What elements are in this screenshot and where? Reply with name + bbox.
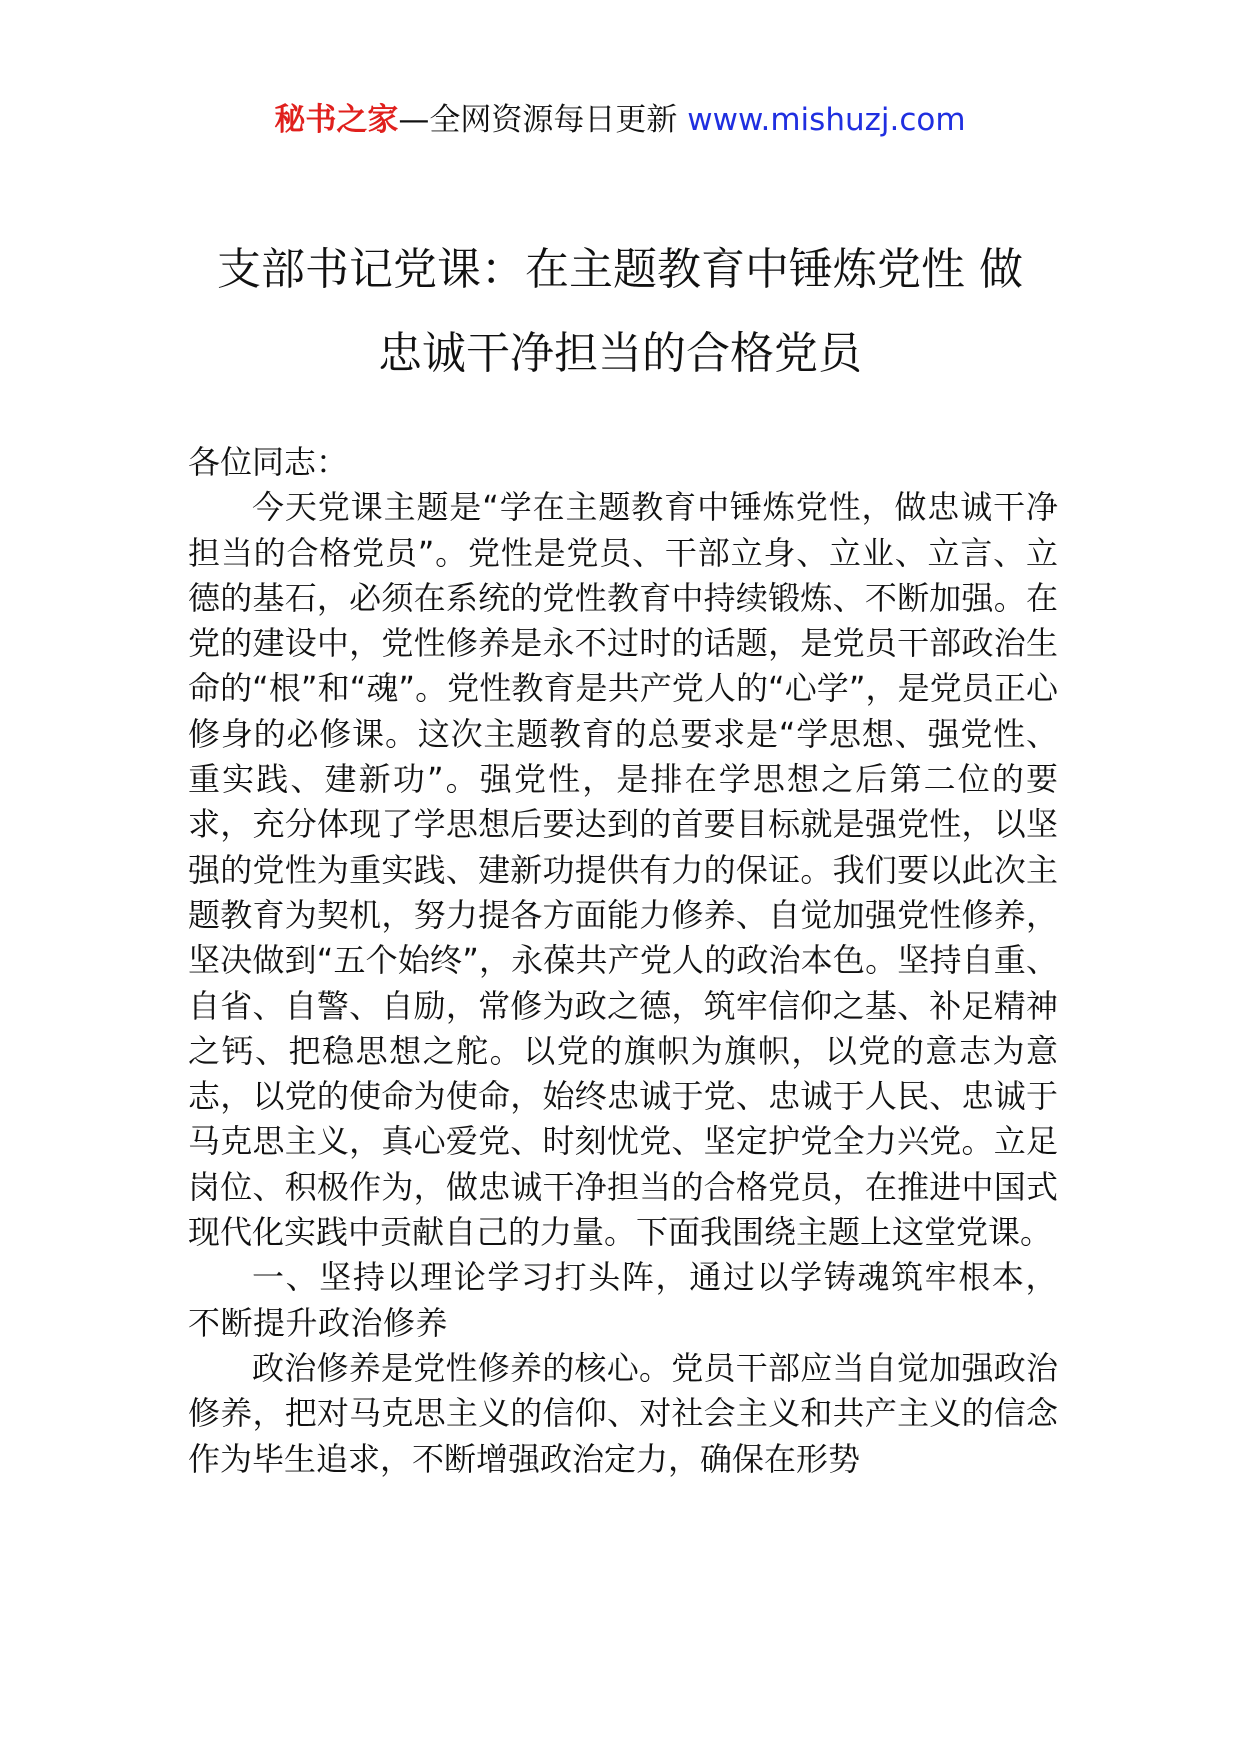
title-line-2: 忠诚干净担当的合格党员 — [378, 328, 862, 379]
site-tagline: —全网资源每日更新 — [398, 102, 678, 138]
site-brand: 秘书之家 — [274, 102, 399, 138]
document-title — [150, 228, 1090, 396]
site-header — [0, 100, 1240, 140]
salutation: 各位同志： — [188, 443, 349, 481]
site-url-link[interactable]: www.mishuzj.com — [687, 102, 966, 138]
document-body — [188, 440, 1058, 1482]
body-paragraph-2: 政治修养是党性修养的核心。党员干部应当自觉加强政治修养，把对马克思主义的信仰、对社会主义和共产主义的信念作为毕生追求，不断增强政治定力，确保在形势 — [188, 1348, 1058, 1478]
section-heading-1: 一、坚持以理论学习打头阵，通过以学铸魂筑牢根本，不断提升政治修养 — [188, 1258, 1058, 1342]
body-paragraph-1: 今天党课主题是“学在主题教育中锤炼党性，做忠诚干净担当的合格党员”。党性是党员、干部立身、立业、立言、立德的基石，必须在系统的党性教育中持续锻炼、不断加强。在党的建设中，党性修养是永不过时的话题，是党员干部政治生命的“根”和“魂”。党性教育是共产党人的“心学”，是党员正心修身的必修课。这次主题教育的总要求是“学思想、强党性、重实践、建新功”。强党性，是排在学思想之后第二位的要求，充分体现了学思想后要达到的首要目标就是强党性，以坚强的党性为重实践、建新功提供有力的保证。我们要以此次主题教育为契机，努力提各方面能力修养、自觉加强党性修养，坚决做到“五个始终”，永葆共产党人的政治本色。坚持自重、自省、自警、自励，常修为政之德，筑牢信仰之基、补足精神之钙、把稳思想之舵。以党的旗帜为旗帜，以党的意志为意志，以党的使命为使命，始终忠诚于党、忠诚于人民、忠诚于马克思主义，真心爱党、时刻忧党、坚定护党全力兴党。立足岗位、积极作为，做忠诚干净担当的合格党员，在推进中国式现代化实践中贡献自己的力量。下面我围绕主题上这堂党课。 — [188, 488, 1058, 1252]
title-line-1: 支部书记党课：在主题教育中锤炼党性 做 — [217, 244, 1023, 295]
